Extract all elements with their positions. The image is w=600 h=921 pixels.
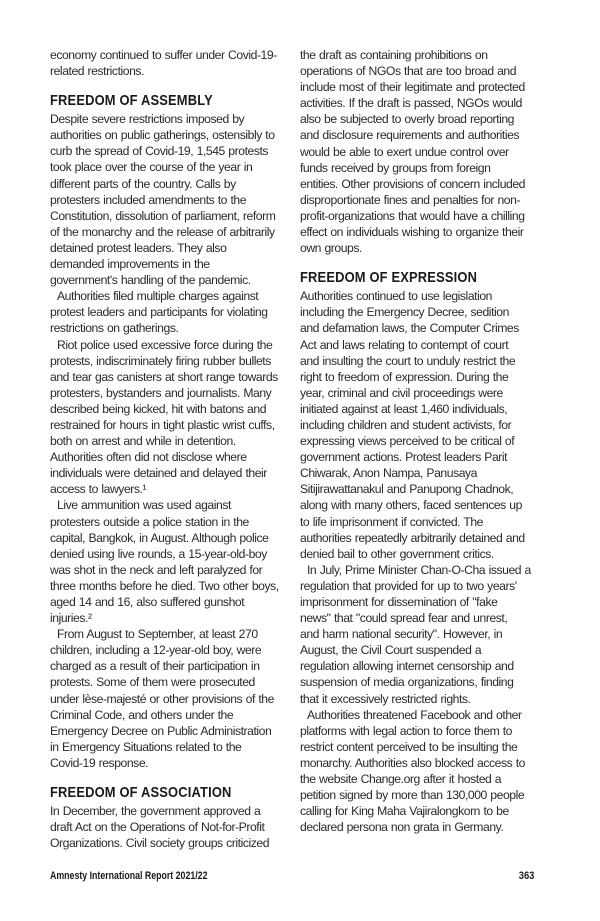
text-line: expressing views perceived to be critical of — [300, 434, 515, 449]
text-line: Constitution, dissolution of parliament, reform — [50, 208, 276, 223]
paragraph — [50, 111, 286, 288]
text-line: children, including a 12-year-old boy, were — [50, 643, 262, 658]
text-line: both on arrest and while in detention. — [50, 434, 236, 449]
text-line: Live ammunition was used against — [57, 498, 231, 513]
text-line: and defamation laws, the Computer Crimes — [300, 321, 519, 336]
text-line: Authorities continued to use legislation — [300, 289, 492, 304]
text-line: Sitijirawattanakul and Panupong Chadnok, — [300, 482, 514, 497]
text-line: detained protest leaders. They also — [50, 240, 227, 255]
paragraph — [300, 47, 536, 256]
text-line: along with many others, faced sentences up — [300, 498, 522, 513]
section-heading: FREEDOM OF ASSEMBLY — [50, 92, 213, 110]
text-line: authorities on public gatherings, ostensibly to — [50, 128, 275, 143]
text-line: restrict content perceived to be insulting the — [300, 739, 518, 754]
text-line: In December, the government approved a — [50, 804, 261, 819]
paragraph — [50, 288, 286, 336]
text-line: authorities repeatedly arbitrarily detained and — [300, 530, 525, 545]
paragraph — [50, 337, 286, 498]
text-line: capital, Bangkok, in August. Although police — [50, 530, 269, 545]
text-line: that it excessively restricted rights. — [300, 691, 471, 706]
text-line: funds received by groups from foreign — [300, 160, 491, 175]
text-line: Chiwarak, Anon Nampa, Panusaya — [300, 466, 478, 481]
text-line: related restrictions. — [50, 64, 145, 79]
text-line: Authorities often did not disclose where — [50, 450, 247, 465]
text-line: charged as a result of their participation in — [50, 659, 260, 674]
text-line: Despite severe restrictions imposed by — [50, 112, 245, 127]
text-line: draft Act on the Operations of Not-for-Profit — [50, 820, 265, 835]
text-line: right to freedom of expression. During the — [300, 369, 509, 384]
text-line: declared persona non grata in Germany. — [300, 820, 504, 835]
paragraph — [50, 626, 286, 771]
text-line: including the Emergency Decree, sedition — [300, 305, 509, 320]
text-line: effect on individuals wishing to organize their — [300, 225, 524, 240]
text-line: Organizations. Civil society groups criticized — [50, 836, 270, 851]
text-line: and disclosure requirements and authorities — [300, 128, 520, 143]
text-line: would be able to exert undue control over — [300, 144, 509, 159]
text-line: protests, indiscriminately firing rubber bullets — [50, 353, 271, 368]
text-line: denied bail to other government critics. — [300, 546, 494, 561]
text-line: profit-organizations that would have a chilling — [300, 208, 525, 223]
text-line: initiated against at least 1,460 individuals, — [300, 401, 508, 416]
text-line: In July, Prime Minister Chan-O-Cha issued a — [307, 562, 531, 577]
text-line: operations of NGOs that are too broad and — [300, 64, 517, 79]
text-line: individuals were detained and delayed their — [50, 466, 267, 481]
paragraph — [300, 288, 536, 562]
text-line: monarchy. Authorities also blocked access to — [300, 755, 525, 770]
text-line: include most of their legitimate and protected — [300, 80, 525, 95]
text-line: own groups. — [300, 241, 362, 256]
text-line: government's handling of the pandemic. — [50, 273, 251, 288]
text-line: the draft as containing prohibitions on — [300, 48, 488, 62]
text-line: restrained for hours in tight plastic wrist cuffs, — [50, 417, 275, 432]
text-line: protests. Some of them were prosecuted — [50, 675, 255, 690]
paragraph — [50, 803, 286, 851]
text-line: Authorities filed multiple charges against — [57, 289, 259, 304]
text-line: entities. Other provisions of concern included — [300, 176, 526, 191]
text-line: protesters outside a police station in the — [50, 514, 249, 529]
section-heading: FREEDOM OF EXPRESSION — [300, 269, 478, 287]
text-line: and harm national security". However, in — [300, 627, 503, 642]
text-line: From August to September, at least 270 — [57, 627, 258, 642]
text-line: calling for King Maha Vajiralongkorn to be — [300, 804, 509, 819]
text-line: took place over the course of the year in — [50, 160, 253, 175]
paragraph — [300, 707, 536, 836]
text-line: protest leaders and participants for violating — [50, 305, 268, 320]
text-line: access to lawyers.¹ — [50, 482, 147, 497]
text-line: news" that "could spread fear and unrest, — [300, 611, 508, 626]
text-line: protesters included amendments to the — [50, 192, 247, 207]
text-line: curb the spread of Covid-19, 1,545 protests — [50, 144, 269, 159]
text-line: platforms with legal action to force them to — [300, 723, 512, 738]
text-line: aged 14 and 16, also suffered gunshot — [50, 595, 245, 609]
text-line: regulation allowing internet censorship and — [300, 659, 514, 674]
text-line: described being kicked, hit with batons and — [50, 401, 267, 416]
text-line: to life imprisonment if convicted. The — [300, 514, 483, 529]
right-column — [300, 47, 536, 835]
text-line: including children and student activists, for — [300, 417, 512, 432]
text-line: also be subjected to overly broad reporting — [300, 112, 514, 127]
text-line: under lèse-majesté or other provisions of the — [50, 691, 274, 706]
text-line: regulation that provided for up to two years' — [300, 578, 517, 593]
text-line: Act and laws relating to contempt of court — [300, 337, 509, 352]
text-line: of the monarchy and the release of arbitrarily — [50, 224, 275, 239]
text-line: Authorities threatened Facebook and other — [307, 707, 522, 722]
section-heading: FREEDOM OF ASSOCIATION — [50, 784, 232, 802]
text-line: disproportionate fines and penalties for non- — [300, 192, 521, 207]
text-line: injuries.² — [50, 611, 92, 626]
text-line: the website Change.org after it hosted a — [300, 772, 502, 787]
text-line: restrictions on gatherings. — [50, 321, 179, 336]
paragraph — [50, 497, 286, 626]
text-line: was shot in the neck and left paralyzed for — [50, 562, 263, 577]
text-line: protesters, bystanders and journalists. Many — [50, 385, 272, 400]
text-line: Criminal Code, and others under the — [50, 707, 234, 722]
text-line: and tear gas canisters at short range towards — [50, 369, 278, 384]
text-line: August, the Civil Court suspended a — [300, 643, 482, 658]
page-number: 363 — [518, 870, 534, 882]
text-line: petition signed by more than 130,000 people — [300, 788, 525, 803]
text-line: year, criminal and civil proceedings were — [300, 385, 503, 400]
text-line: in Emergency Situations related to the — [50, 739, 242, 754]
left-column — [50, 47, 286, 851]
text-line: government actions. Protest leaders Parit — [300, 450, 508, 465]
footer-publication: Amnesty International Report 2021/22 — [50, 870, 208, 882]
text-line: Riot police used excessive force during the — [57, 337, 273, 352]
text-line: economy continued to suffer under Covid-19- — [50, 48, 277, 62]
text-line: Emergency Decree on Public Administration — [50, 723, 272, 738]
text-line: suspension of media organizations, finding — [300, 675, 514, 690]
text-line: Covid-19 response. — [50, 755, 149, 770]
text-line: three months before he died. Two other boys, — [50, 578, 279, 593]
text-line: and insulting the court to unduly restrict the — [300, 353, 516, 368]
text-line: denied using live rounds, a 15-year-old-boy — [50, 546, 267, 561]
text-line: imprisonment for dissemination of "fake — [300, 595, 498, 609]
paragraph — [300, 562, 536, 707]
text-line: different parts of the country. Calls by — [50, 176, 236, 191]
text-line: demanded improvements in the — [50, 257, 210, 272]
paragraph — [50, 47, 286, 79]
text-line: activities. If the draft is passed, NGOs would — [300, 96, 522, 111]
